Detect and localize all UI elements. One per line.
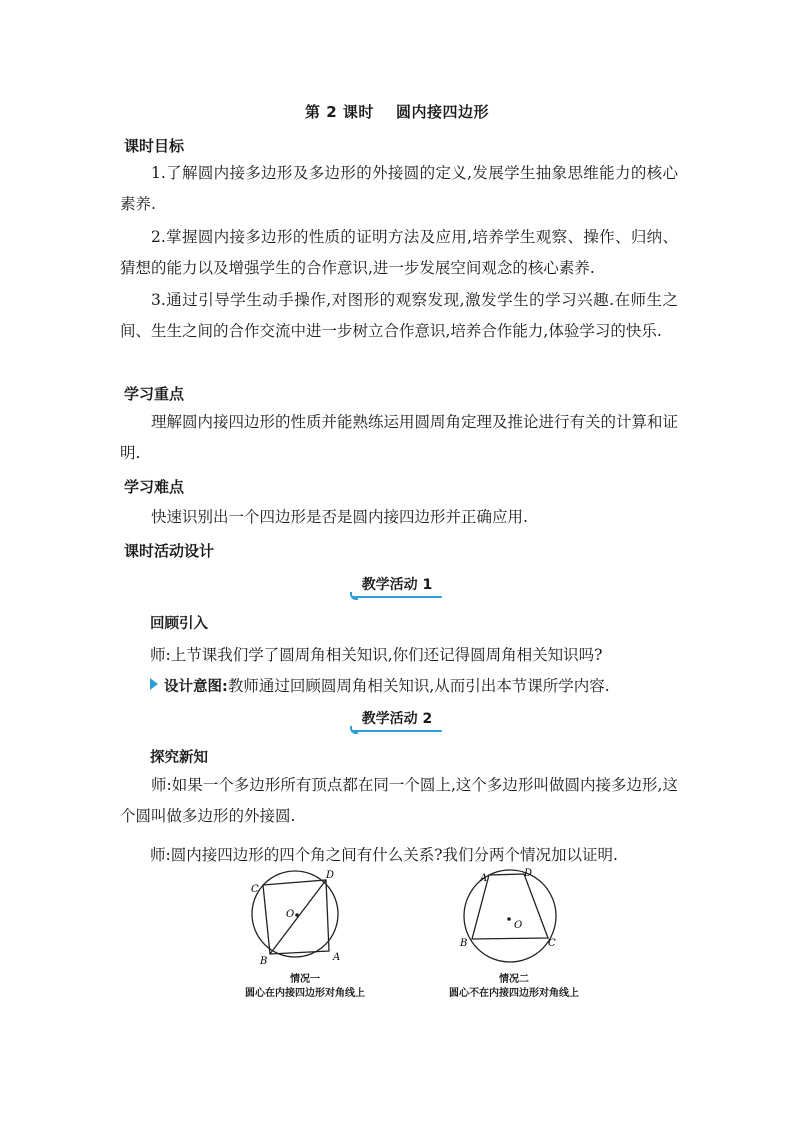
design-intent-label: 设计意图: [164, 679, 228, 695]
diagonal-bd [270, 880, 326, 954]
label-d: D [524, 868, 533, 879]
page-title [0, 101, 794, 122]
activity-design-heading: 课时活动设计 [124, 542, 215, 560]
center-point [507, 917, 511, 921]
design-intent [150, 674, 610, 696]
activity-1-tag-text: 教学活动 1 [361, 577, 433, 593]
figure-case-2-caption [404, 973, 624, 1001]
activity-2-banner [0, 708, 794, 732]
figure-case-2 [454, 866, 574, 966]
activity-1-underline [352, 596, 443, 598]
center-point [295, 913, 299, 917]
figure-case-1-caption [195, 973, 415, 1001]
difficulties-text: 快速识别出一个四边形是否是圆内接四边形并正确应用. [151, 508, 528, 526]
difficulties-heading: 学习难点 [124, 478, 185, 496]
activity-2-tag-text: 教学活动 2 [361, 711, 433, 727]
lesson-number: 第 2 课时 [305, 103, 374, 121]
objective-2: 2.掌握圆内接多边形的性质的证明方法及应用,培养学生观察、操作、归纳、猜想的能力以及增强学生的合作意识,进一步发展空间观念的核心素养. [120, 228, 678, 277]
label-o: O [514, 920, 523, 931]
label-a: A [333, 952, 341, 963]
activity-2-teacher-line-1: 师:如果一个多边形所有顶点都在同一个圆上,这个多边形叫做圆内接多边形,这个圆叫做多边形的外接圆. [120, 776, 678, 825]
activity-1-subheading: 回顾引入 [150, 616, 208, 632]
label-a: A [480, 873, 488, 884]
figure-case-2-diagram [454, 866, 574, 966]
activity-2-teacher-line-2: 师:圆内接四边形的四个角之间有什么关系?我们分两个情况加以证明. [150, 846, 618, 864]
activity-2-subheading: 探究新知 [150, 750, 208, 766]
figure-case-2-title: 情况二 [499, 974, 529, 985]
objectives-heading: 课时目标 [124, 137, 185, 155]
label-c: C [251, 884, 259, 895]
objective-1: 1.了解圆内接多边形及多边形的外接圆的定义,发展学生抽象思维能力的核心素养. [120, 164, 678, 213]
key-points-heading: 学习重点 [124, 385, 185, 403]
design-intent-text: 教师通过回顾圆周角相关知识,从而引出本节课所学内容. [227, 677, 610, 695]
label-b: B [460, 938, 468, 949]
label-b: B [260, 956, 268, 966]
label-c: C [548, 938, 556, 949]
activity-1-teacher-line: 师:上节课我们学了圆周角相关知识,你们还记得圆周角相关知识吗? [150, 646, 603, 664]
activity-2-underline [352, 730, 443, 732]
activity-1-banner [0, 574, 794, 598]
figure-case-2-desc: 圆心不在内接四边形对角线上 [449, 988, 579, 999]
figure-case-1 [240, 866, 350, 966]
circumcircle [252, 871, 338, 957]
inscribed-quadrilateral [263, 880, 329, 954]
objective-3: 3.通过引导学生动手操作,对图形的观察发现,激发学生的学习兴趣.在师生之间、生生之间的合作交流中进一步树立合作意识,培养合作能力,体验学习的快乐. [120, 291, 678, 340]
label-o: O [286, 909, 295, 920]
figure-case-1-desc: 圆心在内接四边形对角线上 [245, 988, 365, 999]
triangle-bullet-icon [150, 678, 158, 690]
figure-case-1-title: 情况一 [290, 974, 320, 985]
figure-case-1-diagram [240, 866, 350, 966]
activity-2-tag [352, 708, 443, 732]
lesson-topic: 圆内接四边形 [395, 103, 489, 121]
label-d: D [326, 870, 335, 881]
activity-1-tag [352, 574, 443, 598]
key-points-text: 理解圆内接四边形的性质并能熟练运用圆周角定理及推论进行有关的计算和证明. [120, 413, 679, 462]
